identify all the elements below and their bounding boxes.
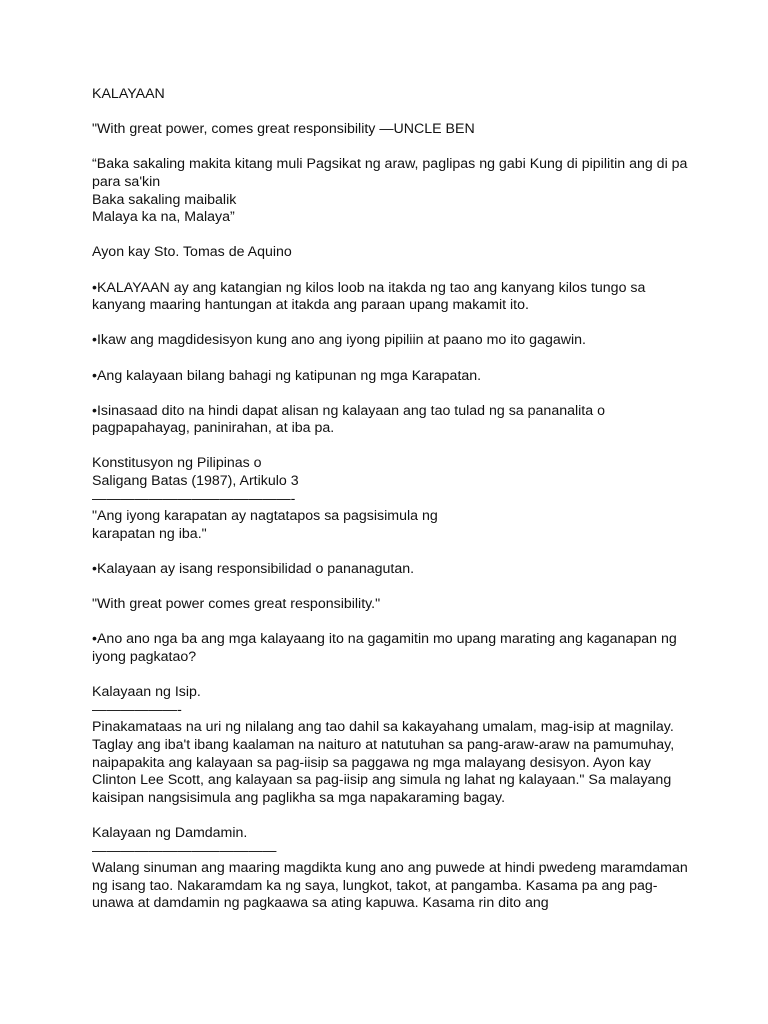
quote-rights-end: "Ang iyong karapatan ay nagtatapos sa pagsisimula ng karapatan ng iba." xyxy=(92,508,438,542)
divider-isip: ——————- xyxy=(92,701,182,718)
bullet-kalayaan-definition: •KALAYAAN ay ang katangian ng kilos loob na itakda ng tao ang kanyang kilos tungo sa kanyang maaring hantungan at itakda ang paraan upang makamit ito. xyxy=(92,279,646,314)
divider-damdamin: ————————————— xyxy=(92,842,277,859)
bullet-question: •Ano ano nga ba ang mga kalayaang ito na gagamitin mo upang marating ang kaganapan ng iyong pagkatao? xyxy=(92,631,677,665)
divider-constitution: ——————————————- xyxy=(92,490,296,507)
paragraph-damdamin: Walang sinuman ang maaring magdikta kung ano ang puwede at hindi pwedeng maramdaman ng isang tao. Nakaramdam ka ng saya, lungkot, takot, at pangamba. Kasama pa ang pag-unawa at damdamin ng pagkaawa sa ating kapuwa. Kasama rin dito ang xyxy=(92,860,688,912)
bullet-rights: •Ang kalayaan bilang bahagi ng katipunan ng mga Karapatan. xyxy=(92,367,482,384)
quote-uncle-ben: "With great power, comes great responsibility —UNCLE BEN xyxy=(92,121,475,138)
song-lyrics-quote: “Baka sakaling makita kitang muli Pagsikat ng araw, paglipas ng gabi Kung di pipilitin ang di pa para sa'kin Baka sakaling maibalik Malaya ka na, Malaya” xyxy=(92,156,688,226)
bullet-not-deprived: •Isinasaad dito na hindi dapat alisan ng kalayaan ang tao tulad ng sa pananalita o pagpapahayag, paninirahan, at iba pa. xyxy=(92,402,605,437)
constitution-heading: Konstitusyon ng Pilipinas o Saligang Batas (1987), Artikulo 3 xyxy=(92,455,299,490)
heading-kalayaan-isip: Kalayaan ng Isip. xyxy=(92,684,201,701)
heading-kalayaan-damdamin: Kalayaan ng Damdamin. xyxy=(92,824,248,841)
bullet-decision: •Ikaw ang magdidesisyon kung ano ang iyong pipiliin at paano mo ito gagawin. xyxy=(92,332,586,349)
quote-great-power: "With great power comes great responsibility." xyxy=(92,596,381,613)
section-heading-aquino: Ayon kay Sto. Tomas de Aquino xyxy=(92,244,292,261)
bullet-responsibility: •Kalayaan ay isang responsibilidad o pananagutan. xyxy=(92,561,415,578)
paragraph-isip: Pinakamataas na uri ng nilalang ang tao dahil sa kakayahang umalam, mag-isip at magnilay. Taglay ang iba't ibang kaalaman na naituro at natutuhan sa pang-araw-araw na pamumuhay, naipapakita ang kalayaan sa pag-iisip sa paggawa ng mga malayang desisyon. Ayon kay Clinton Lee Scott, ang kalayaan sa pag-iisip ang simula ng lahat ng kalayaan." Sa malayang kaisipan nangsisimula ang paglikha sa mga napakaraming bagay. xyxy=(92,719,675,806)
document-body xyxy=(92,86,692,931)
document-title: KALAYAAN xyxy=(92,86,165,102)
